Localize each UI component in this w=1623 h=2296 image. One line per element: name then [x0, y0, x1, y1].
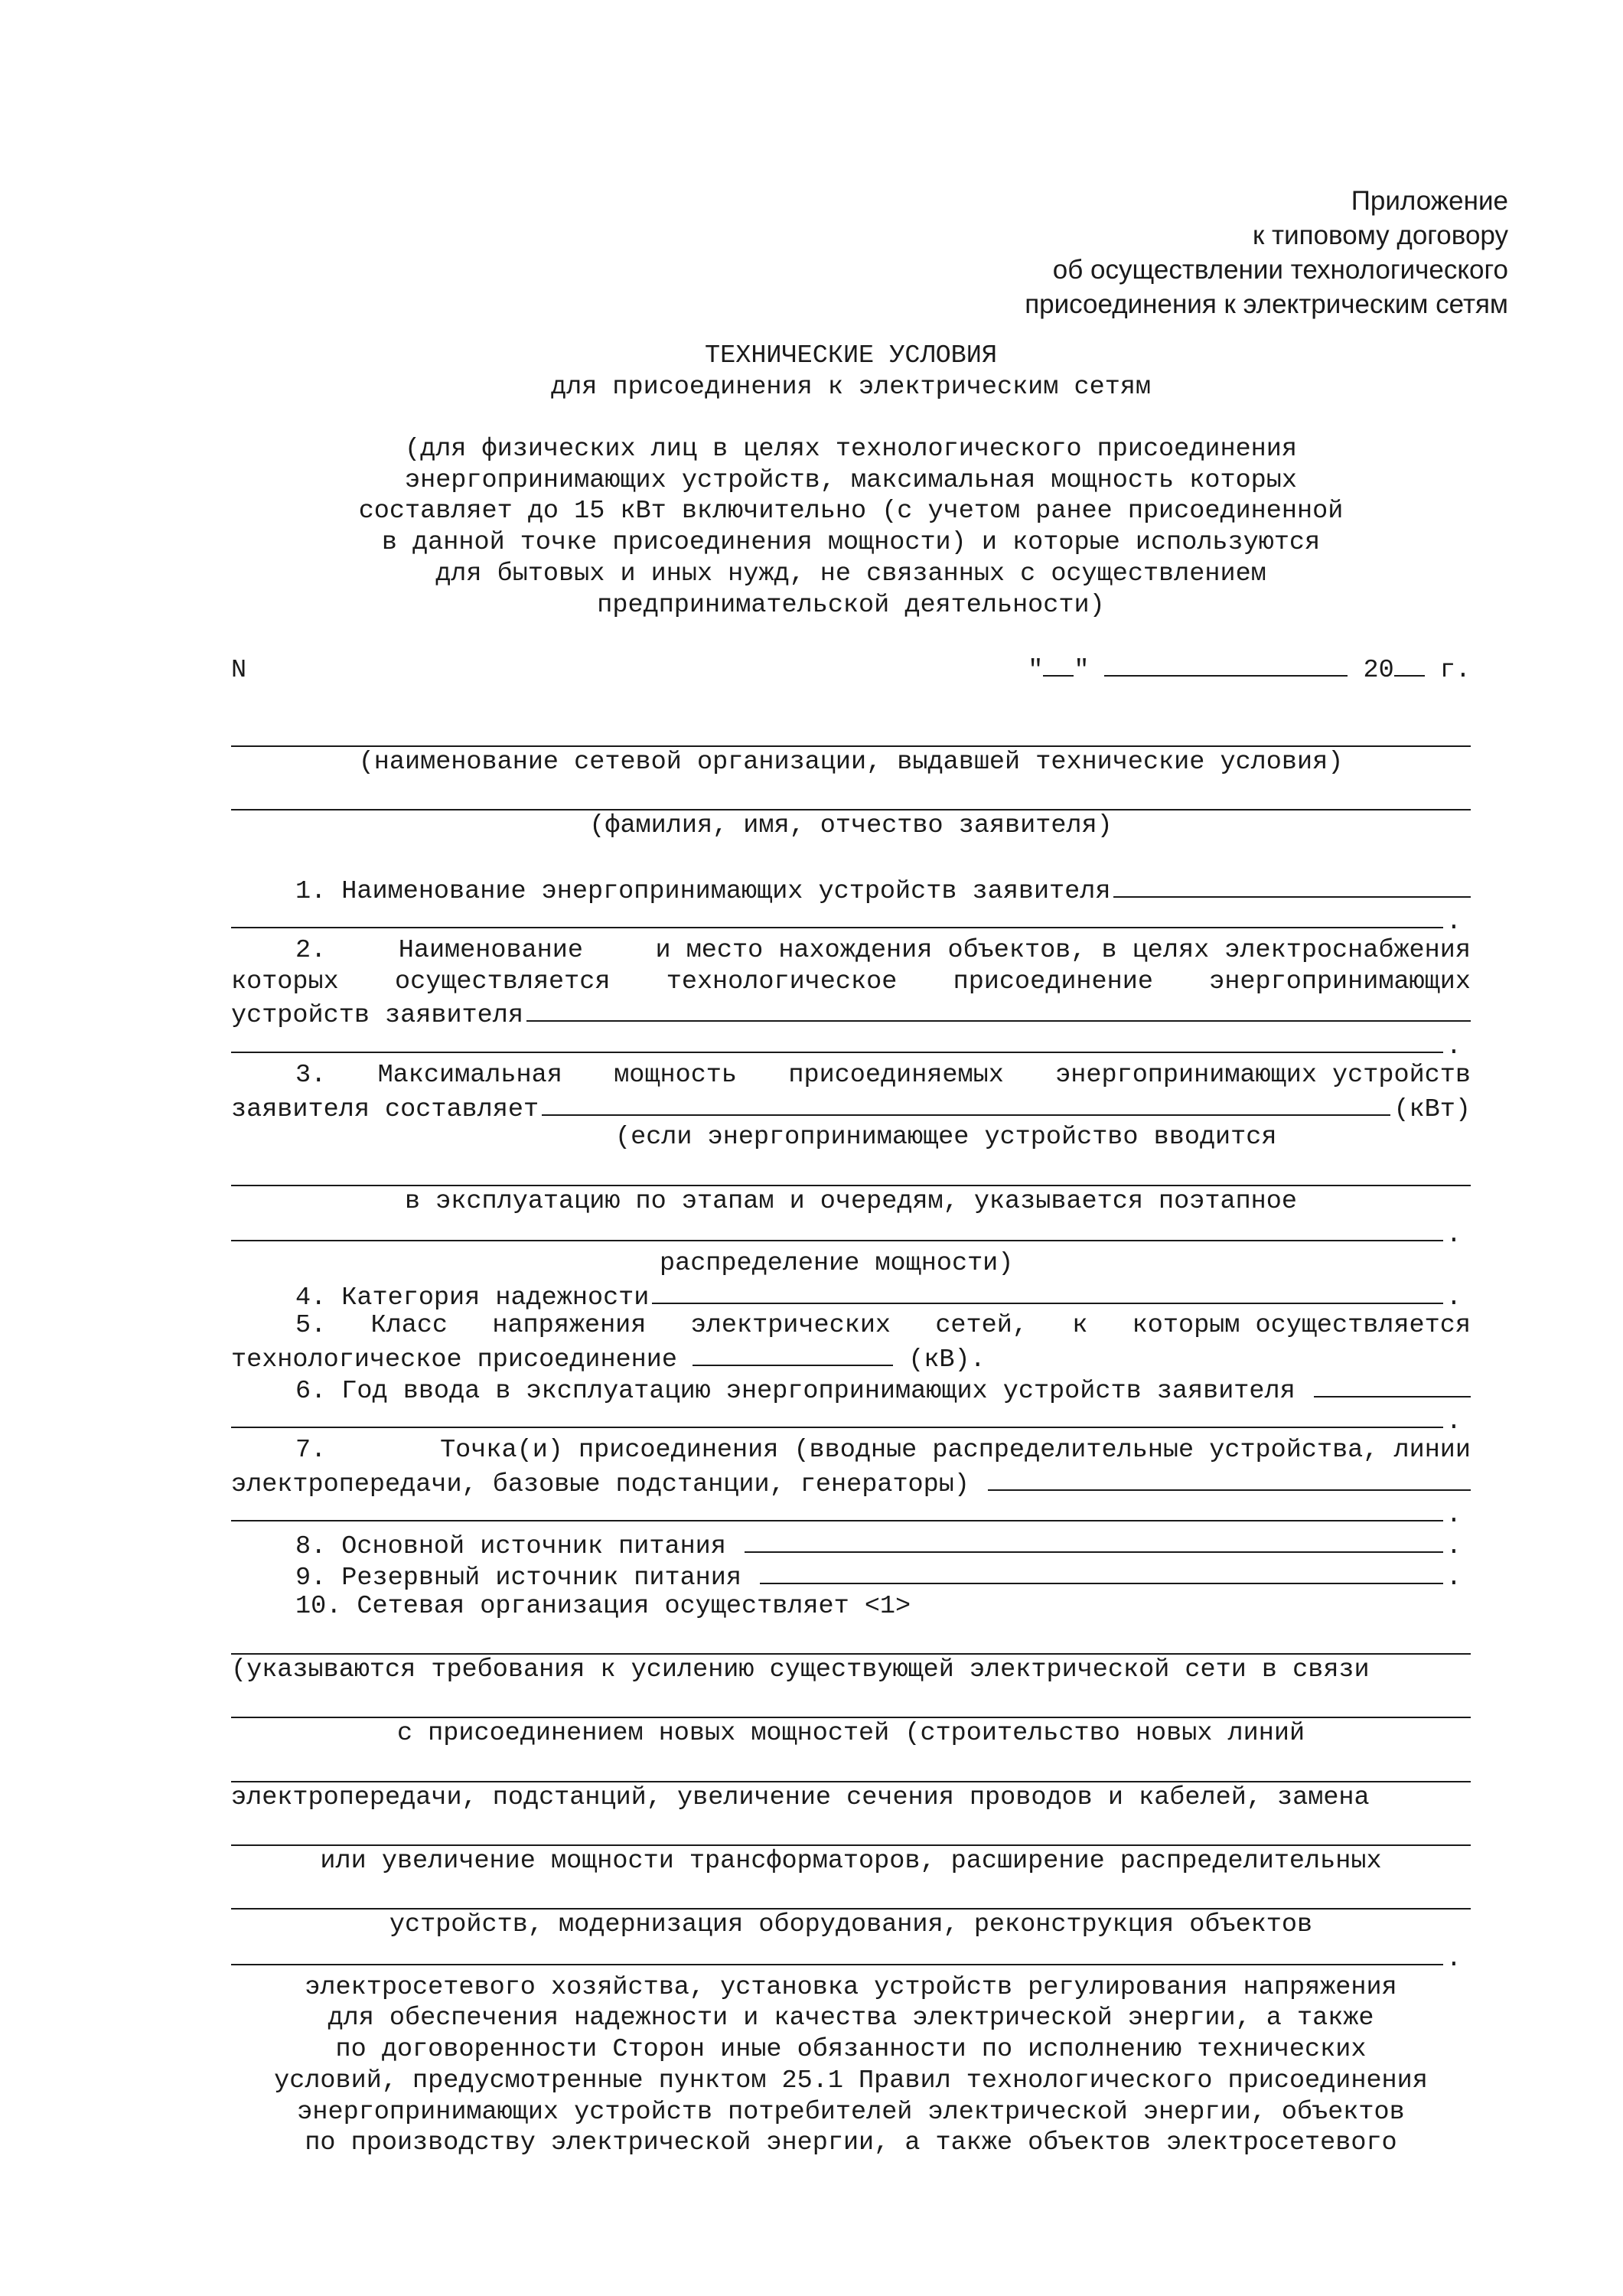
item-10-field-2[interactable]: [231, 1686, 1471, 1719]
item-3-stage-field-1[interactable]: [231, 1153, 1471, 1186]
item-6-field-cont[interactable]: [231, 1404, 1443, 1428]
item-3-line2: заявителя составляет (кВт): [231, 1091, 1471, 1123]
item-10-cont: .: [231, 1941, 1471, 1972]
item-3-note1: (если энергопринимающее устройство вводится: [615, 1123, 1277, 1153]
document-title: ТЕХНИЧЕСКИЕ УСЛОВИЯ: [705, 341, 997, 370]
item-2-line1: 2. Наименование и место нахождения объектов, в целях электроснабжения: [295, 936, 1471, 966]
item-7-line1: 7. Точка(и) присоединения (вводные распределительные устройства, линии: [295, 1436, 1471, 1466]
item-10-tail: энергопринимающих устройств потребителей электрической энергии, объектов: [297, 2097, 1405, 2127]
number-date-line: [231, 652, 1471, 683]
subtitle-line: (для физических лиц в целях технологического присоединения: [405, 435, 1297, 465]
item-2-line2: которых осуществляется технологическое присоединение энергопринимающих: [231, 967, 1471, 996]
date-year-field[interactable]: [1394, 652, 1425, 677]
item-3-note2: в эксплуатацию по этапам и очередям, указывается поэтапное: [405, 1186, 1297, 1216]
item-3-power-field[interactable]: [542, 1091, 1390, 1116]
item-2-field[interactable]: [526, 997, 1471, 1022]
item-10-field-6[interactable]: [231, 1941, 1443, 1965]
item-3-note3: распределение мощности): [660, 1248, 1014, 1278]
item-10-note: (указываются требования к усилению существующей электрической сети в связи: [231, 1655, 1370, 1684]
appendix-line: об осуществлении технологического: [1052, 255, 1508, 285]
date-day-field[interactable]: [1043, 652, 1074, 677]
item-1-field-cont[interactable]: [231, 904, 1443, 928]
subtitle-line: предпринимательской деятельности): [597, 590, 1105, 620]
subtitle-line: составляет до 15 кВт включительно (с учетом ранее присоединенной: [358, 497, 1344, 527]
org-name-field[interactable]: [231, 714, 1471, 747]
item-5-line1: 5. Класс напряжения электрических сетей, к которым осуществляется: [295, 1311, 1471, 1341]
applicant-caption: (фамилия, имя, отчество заявителя): [589, 811, 1113, 841]
item-1: [231, 873, 1471, 905]
item-10-tail: по договоренности Сторон иные обязанности по исполнению технических: [335, 2035, 1367, 2065]
year-suffix: г.: [1424, 655, 1471, 685]
subtitle-line: для бытовых и иных нужд, не связанных с осуществлением: [435, 559, 1266, 589]
appendix-line: присоединения к электрическим сетям: [1025, 289, 1508, 319]
item-10-field-4[interactable]: [231, 1813, 1471, 1846]
item-10-field-1[interactable]: [231, 1622, 1471, 1655]
item-10-note: электропередачи, подстанций, увеличение сечения проводов и кабелей, замена: [231, 1782, 1370, 1812]
subtitle-line: энергопринимающих устройств, максимальная мощность которых: [405, 465, 1297, 495]
subtitle-line: в данной точке присоединения мощности) и которые используются: [381, 528, 1321, 558]
item-9-field[interactable]: [760, 1560, 1443, 1584]
item-6-cont: .: [231, 1404, 1471, 1435]
document-body: [231, 341, 1471, 2159]
year-prefix: 20: [1363, 655, 1394, 685]
item-7-line2: электропередачи, базовые подстанции, генераторы): [231, 1466, 1471, 1498]
item-2-line3: устройств заявителя: [231, 997, 1471, 1029]
item-4-field[interactable]: [652, 1280, 1443, 1304]
date-month-field[interactable]: [1104, 652, 1348, 677]
item-10-tail: электросетевого хозяйства, установка устройств регулирования напряжения: [305, 1972, 1397, 2002]
item-8: 8. Основной источник питания .: [231, 1528, 1471, 1560]
applicant-name-field[interactable]: [231, 778, 1471, 811]
item-6: 6. Год ввода в эксплуатацию энергопринимающих устройств заявителя: [231, 1373, 1471, 1404]
item-3-cont: .: [231, 1217, 1471, 1248]
item-10-tail: условий, предусмотренные пунктом 25.1 Правил технологического присоединения: [274, 2066, 1428, 2095]
item-7-field[interactable]: [988, 1466, 1471, 1491]
item-10-note: с присоединением новых мощностей (строительство новых линий: [396, 1719, 1305, 1749]
item-10-field-5[interactable]: [231, 1877, 1471, 1910]
period: .: [1445, 908, 1462, 938]
item-2-cont: .: [231, 1029, 1471, 1060]
item-6-field[interactable]: [1314, 1373, 1471, 1397]
item-10-note: устройств, модернизация оборудования, реконструкция объектов: [389, 1910, 1313, 1940]
item-2-field-cont[interactable]: [231, 1029, 1443, 1053]
appendix-line: Приложение: [1351, 186, 1508, 216]
item-3-line1: 3. Максимальная мощность присоединяемых энергопринимающих устройств: [295, 1060, 1471, 1090]
item-10-note: или увеличение мощности трансформаторов, расширение распределительных: [320, 1847, 1382, 1876]
item-4: 4. Категория надежности .: [231, 1280, 1471, 1311]
appendix-header: [1025, 184, 1508, 321]
item-7-field-cont[interactable]: [231, 1497, 1443, 1521]
org-caption: (наименование сетевой организации, выдавшей технические условия): [358, 747, 1344, 777]
item-10-tail: по производству электрической энергии, а также объектов электросетевого: [305, 2128, 1397, 2158]
item-3-stage-field-2[interactable]: [231, 1217, 1443, 1241]
document-title-line2: для присоединения к электрическим сетям: [550, 372, 1152, 402]
date-quote-open: ": [1028, 655, 1044, 685]
item-7-cont: .: [231, 1497, 1471, 1528]
item-10-tail: для обеспечения надежности и качества электрической энергии, а также: [328, 2004, 1374, 2033]
item-1-label: 1. Наименование энергопринимающих устройств заявителя: [295, 876, 1111, 906]
date-quote-close: ": [1074, 655, 1090, 685]
item-9: 9. Резервный источник питания .: [231, 1560, 1471, 1591]
item-1-cont: [231, 904, 1471, 938]
item-1-field[interactable]: [1113, 873, 1471, 898]
item-5-line2: технологическое присоединение (кВ).: [231, 1342, 1471, 1373]
item-10-field-3[interactable]: [231, 1750, 1471, 1782]
appendix-line: к типовому договору: [1253, 220, 1508, 250]
item-5-voltage-field[interactable]: [693, 1342, 893, 1366]
item-10: 10. Сетевая организация осуществляет <1>: [295, 1591, 911, 1621]
number-label: N: [231, 655, 247, 685]
item-8-field[interactable]: [745, 1528, 1443, 1553]
